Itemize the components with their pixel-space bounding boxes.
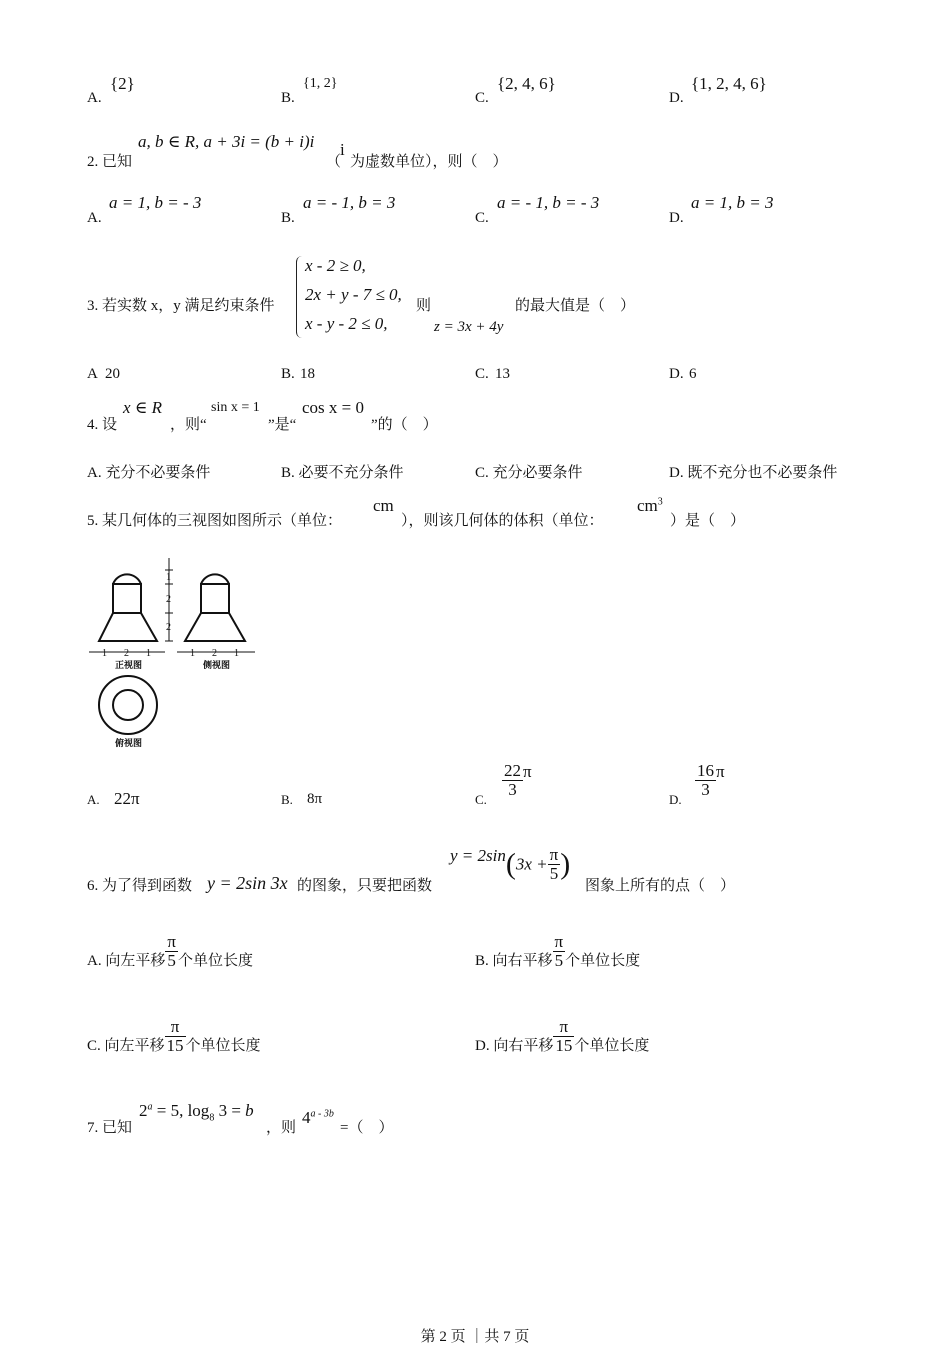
- q6-option-b: [475, 933, 640, 970]
- q7-b: b: [245, 1101, 254, 1120]
- q5-option-c-label: C.: [475, 792, 487, 807]
- q3-constraint-1: x - 2 ≥ 0,: [305, 256, 366, 275]
- q4-option-a-value: 充分不必要条件: [105, 465, 211, 481]
- q5-suffix: ）是（ ）: [670, 513, 746, 529]
- q6-option-b-fraction: [553, 933, 566, 970]
- q3-objective: z = 3x + 4y: [434, 319, 504, 335]
- left-paren: (: [505, 847, 516, 881]
- q7-suffix: =（ ）: [340, 1120, 394, 1136]
- q5-option-d-label: D.: [669, 792, 682, 807]
- q3-option-a-value: 20: [105, 366, 120, 382]
- q6-source-inner: 3x +: [515, 854, 548, 874]
- three-view-figure: [85, 552, 265, 752]
- q2-option-c-label: C.: [475, 210, 489, 226]
- q4-option-b-value: 必要不充分条件: [298, 465, 404, 481]
- q6-option-b-tail: 个单位长度: [565, 952, 641, 969]
- q4-option-b: [281, 461, 404, 482]
- q7-formula: [139, 1101, 254, 1123]
- q4-option-c-label: C.: [475, 465, 489, 481]
- q5-unit-2: [637, 496, 663, 516]
- q1-option-a-label: A.: [87, 90, 102, 106]
- q3-option-d-label: D.: [669, 366, 684, 382]
- q5-option-d-value: [695, 762, 725, 799]
- q3-then: 则: [416, 298, 432, 314]
- q1-option-b-value: {1, 2}: [303, 76, 338, 91]
- top-view: [99, 676, 157, 734]
- q4-option-d-label: D.: [669, 465, 684, 481]
- q6-option-c-tail: 个单位长度: [185, 1037, 261, 1054]
- q6-option-d-fraction: [553, 1018, 574, 1055]
- q4-option-a: [87, 461, 210, 482]
- q2-i-symbol: i: [340, 140, 345, 159]
- q4-set: x ∈ R: [123, 398, 163, 417]
- q1-option-b-label: B.: [281, 90, 295, 106]
- side-view-caption: 侧视图: [203, 661, 231, 671]
- q7-log-base: 8: [209, 1112, 215, 1124]
- height-label-2: 2: [166, 594, 171, 605]
- q6-option-d-tail: 个单位长度: [574, 1037, 650, 1054]
- fraction-denominator: 5: [549, 863, 559, 883]
- q6-option-d-label: D. 向右平移: [475, 1037, 554, 1054]
- q4-mid2: ”是“: [268, 417, 297, 433]
- pi-symbol: π: [523, 762, 532, 781]
- fraction-denominator: 3: [508, 779, 517, 799]
- q6-source-function: [450, 846, 570, 883]
- q6-option-c-label: C. 向左平移: [87, 1037, 165, 1054]
- fraction-numerator: π: [167, 932, 176, 951]
- fraction-numerator: 16: [697, 761, 714, 780]
- q1-option-c-value: {2, 4, 6}: [497, 74, 556, 93]
- q4-suffix: ”的（ ）: [371, 417, 438, 433]
- width-labels: [102, 648, 239, 659]
- q3-option-b-value: 18: [300, 366, 315, 382]
- front-width-3: 1: [146, 648, 151, 659]
- q4-option-c-value: 充分必要条件: [492, 465, 583, 481]
- q2-option-b-label: B.: [281, 210, 295, 226]
- q4-option-c: [475, 461, 583, 482]
- q1-option-d-label: D.: [669, 90, 684, 106]
- q6-option-c: [87, 1018, 261, 1055]
- q3-option-a-label: A: [87, 366, 98, 382]
- q6-target-function: y = 2sin 3x: [207, 873, 288, 893]
- view-captions: [115, 659, 230, 749]
- page-footer: 第 2 页 ｜共 7 页: [420, 1329, 530, 1345]
- side-width-3: 1: [234, 648, 239, 659]
- q2-option-a-label: A.: [87, 210, 102, 226]
- q2-paren-open: （: [326, 154, 342, 170]
- front-view: [99, 574, 157, 641]
- q6-mid: 的图象，只要把函数: [297, 878, 433, 894]
- fraction-denominator: 5: [167, 950, 176, 970]
- q6-source-fraction: [548, 846, 561, 883]
- q5-option-a-value: 22π: [114, 789, 140, 808]
- fraction-numerator: 22: [504, 761, 521, 780]
- height-labels: [166, 572, 171, 633]
- front-view-caption: 正视图: [115, 661, 143, 671]
- right-paren: ): [560, 847, 571, 881]
- q5-unit-2-base: cm: [637, 496, 658, 515]
- q5-option-b-value: 8π: [307, 791, 323, 807]
- fraction-numerator: π: [554, 932, 564, 951]
- q2-option-b-value: a = - 1, b = 3: [303, 193, 396, 212]
- q1-option-a-value: {2}: [110, 74, 135, 93]
- q4-cond2: cos x = 0: [302, 398, 364, 417]
- q7-base-1: 2: [139, 1101, 148, 1120]
- q7-exp-2: a - 3b: [310, 1108, 334, 1120]
- q7-expression: [302, 1108, 334, 1128]
- q2-option-a-value: a = 1, b = - 3: [109, 193, 202, 212]
- q7-eq-2: 3 =: [214, 1101, 246, 1120]
- q5-option-b-label: B.: [281, 792, 293, 807]
- q5-option-c-value: [502, 762, 532, 799]
- q5-unit-1: cm: [373, 496, 394, 515]
- side-width-1: 1: [190, 648, 195, 659]
- q5-mid: ），则该几何体的体积（单位：: [401, 513, 604, 529]
- q4-prefix: 4. 设: [87, 417, 118, 433]
- q7-exp-1: a: [147, 1101, 153, 1113]
- q7-mid: ，则: [266, 1120, 297, 1136]
- q4-option-d: [669, 461, 837, 482]
- q7-eq-1: = 5, log: [152, 1101, 210, 1120]
- fraction-denominator: 3: [701, 779, 710, 799]
- q4-mid1: ，则“: [170, 417, 207, 433]
- fraction-numerator: π: [549, 845, 559, 864]
- pi-symbol: π: [716, 762, 725, 781]
- fraction-numerator: π: [553, 1018, 574, 1037]
- q3-suffix: 的最大值是（ ）: [515, 298, 636, 314]
- top-view-caption: 俯视图: [115, 739, 143, 749]
- q3-prefix: 3. 若实数 x，y 满足约束条件: [87, 298, 275, 314]
- q6-option-a-tail: 个单位长度: [177, 952, 253, 969]
- q6-source-head: y = 2sin: [450, 846, 506, 865]
- q2-option-c-value: a = - 1, b = - 3: [497, 193, 600, 212]
- q6-option-b-label: B. 向右平移: [475, 952, 553, 969]
- q7-base-2: 4: [302, 1108, 311, 1127]
- q4-option-b-label: B.: [281, 465, 295, 481]
- height-label-3: 2: [166, 622, 171, 633]
- front-width-1: 1: [102, 648, 107, 659]
- q5-option-a-label: A.: [87, 792, 100, 807]
- q6-prefix: 6. 为了得到函数: [87, 878, 193, 894]
- q6-option-a: [87, 933, 253, 970]
- q1-option-d-value: {1, 2, 4, 6}: [691, 74, 767, 93]
- q6-suffix: 图象上所有的点（ ）: [585, 878, 736, 894]
- q4-cond1: sin x = 1: [211, 400, 260, 415]
- fraction-denominator: 15: [555, 1035, 573, 1055]
- q2-number: 2. 已知: [87, 154, 133, 170]
- fraction-numerator: π: [165, 1018, 186, 1037]
- q7-prefix: 7. 已知: [87, 1120, 133, 1136]
- q4-option-a-label: A.: [87, 465, 102, 481]
- q2-formula: a, b ∈ R, a + 3i = (b + i)i: [138, 132, 315, 151]
- q5-option-d-fraction: [695, 762, 716, 799]
- q3-option-d-value: 6: [689, 366, 697, 382]
- front-width-2: 2: [124, 648, 129, 659]
- q6-option-c-fraction: [165, 1018, 186, 1055]
- q3-option-c-value: 13: [495, 366, 510, 382]
- q2-option-d-label: D.: [669, 210, 684, 226]
- q6-option-a-fraction: [165, 933, 178, 970]
- q4-option-d-value: 既不充分也不必要条件: [687, 465, 838, 481]
- q3-left-brace: [296, 256, 305, 338]
- q3-option-b-label: B.: [281, 366, 295, 382]
- q3-option-c-label: C.: [475, 366, 489, 382]
- q2-option-d-value: a = 1, b = 3: [691, 193, 774, 212]
- q3-constraint-3: x - y - 2 ≤ 0,: [305, 314, 388, 333]
- q1-option-c-label: C.: [475, 90, 489, 106]
- q5-option-c-fraction: [502, 762, 523, 799]
- q6-option-a-label: A. 向左平移: [87, 952, 166, 969]
- fraction-denominator: 15: [166, 1035, 184, 1055]
- q6-option-d: [475, 1018, 649, 1055]
- height-label-1: 1: [166, 572, 171, 583]
- side-view: [185, 574, 245, 641]
- q3-constraint-2: 2x + y - 7 ≤ 0,: [305, 285, 402, 304]
- q5-prefix: 5. 某几何体的三视图如图所示（单位：: [87, 513, 343, 529]
- q2-suffix: 为虚数单位），则（ ）: [350, 154, 508, 170]
- fraction-denominator: 5: [554, 950, 564, 970]
- q5-unit-2-exp: 3: [657, 496, 663, 508]
- side-width-2: 2: [212, 648, 217, 659]
